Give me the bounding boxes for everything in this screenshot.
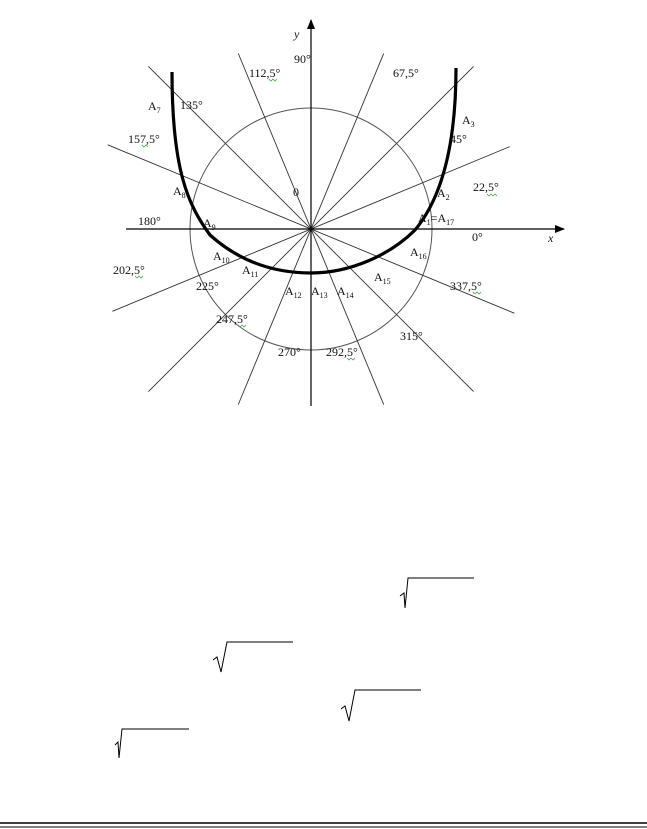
angle-label-0: 0° <box>472 230 483 244</box>
point-label-A3: $A_3$ <box>462 113 475 129</box>
point-label-A2: $A_2$ <box>437 186 450 202</box>
angle-label-247-5: 247,5° <box>216 312 248 326</box>
point-label-A7: $A_7$ <box>148 99 161 115</box>
angle-label-112-5: 112,5° <box>249 66 281 80</box>
point-label-A1-A17: $A_1=A_{17}$ <box>418 211 455 227</box>
angle-label-270: 270° <box>278 345 301 359</box>
point-label-A9: $A_9$ <box>203 216 216 232</box>
angle-label-67-5: 67,5° <box>393 66 419 80</box>
point-label-A12: $A_{12}$ <box>285 284 302 300</box>
y-axis-label: y <box>294 27 300 41</box>
point-label-A8: $A_8$ <box>173 184 186 200</box>
point-label-A15: $A_{15}$ <box>374 270 391 286</box>
point-label-A14: $A_{14}$ <box>337 284 354 300</box>
angle-label-292-5: 292,5° <box>326 345 358 359</box>
angle-label-315: 315° <box>400 329 423 343</box>
radical-sign <box>213 642 293 672</box>
x-axis-label: x <box>548 231 554 245</box>
point-label-A11: $A_{11}$ <box>242 263 259 279</box>
angle-label-90: 90° <box>294 52 311 66</box>
radical-sign <box>115 729 189 758</box>
angle-label-202-5: 202,5° <box>113 263 145 277</box>
angle-label-337-5: 337,5° <box>450 279 482 293</box>
angle-label-135: 135° <box>180 98 203 112</box>
angle-label-157-5: 157,5° <box>128 132 160 146</box>
angle-label-225: 225° <box>196 279 219 293</box>
point-label-A10: $A_{10}$ <box>213 249 230 265</box>
spellcheck-underline <box>487 194 497 196</box>
point-label-A13: $A_{13}$ <box>311 284 328 300</box>
point-label-A16: $A_{16}$ <box>410 245 427 261</box>
angle-label-180: 180° <box>138 214 161 228</box>
angle-label-45: 45° <box>450 132 467 146</box>
angle-label-22-5: 22,5° <box>473 180 499 194</box>
origin-label: 0 <box>293 185 299 199</box>
radical-sign <box>341 690 421 721</box>
curve <box>172 68 456 273</box>
radical-sign <box>400 578 474 608</box>
